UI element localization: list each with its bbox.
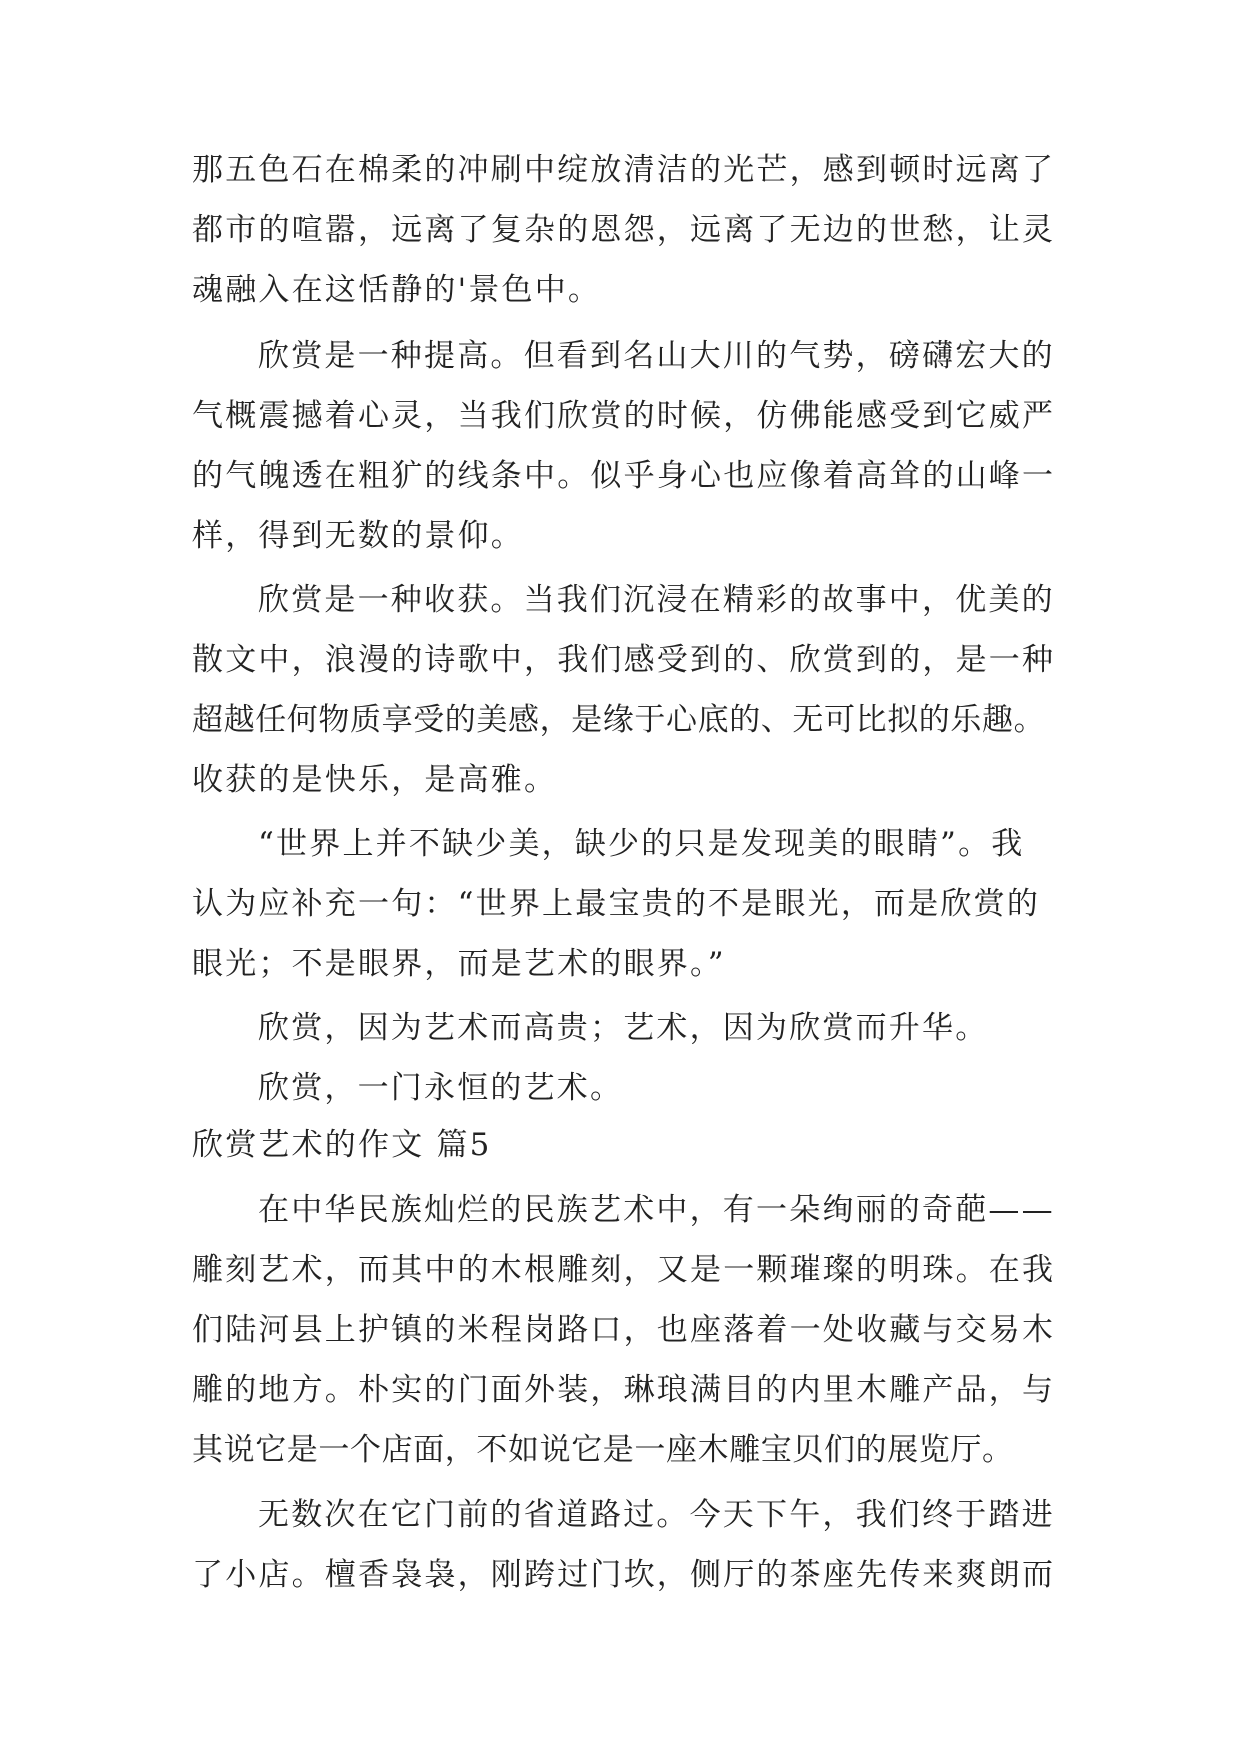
text-line: 气概震撼着心灵，当我们欣赏的时候，仿佛能感受到它威严 <box>192 398 1056 434</box>
text-line: 眼光；不是眼界，而是艺术的眼界。” <box>192 946 726 982</box>
text-line: 那五色石在棉柔的冲刷中绽放清洁的光芒，感到顿时远离了 <box>192 152 1056 188</box>
text-line: 无数次在它门前的省道路过。今天下午，我们终于踏进 <box>258 1497 1055 1533</box>
text-line: 欣赏是一种提高。但看到名山大川的气势，磅礴宏大的 <box>258 338 1055 374</box>
text-line: 在中华民族灿烂的民族艺术中，有一朵绚丽的奇葩—— <box>258 1192 1055 1228</box>
text-line: 欣赏，因为艺术而高贵；艺术，因为欣赏而升华。 <box>258 1010 989 1046</box>
text-line: 收获的是快乐，是高雅。 <box>192 762 558 798</box>
text-line: 其说它是一个店面，不如说它是一座木雕宝贝们的展览厅。 <box>192 1432 1014 1468</box>
text-line: 雕的地方。朴实的门面外装，琳琅满目的内里木雕产品，与 <box>192 1372 1056 1408</box>
text-line: 都市的喧嚣，远离了复杂的恩怨，远离了无边的世愁，让灵 <box>192 212 1056 248</box>
text-line: 雕刻艺术，而其中的木根雕刻，又是一颗璀璨的明珠。在我 <box>192 1252 1056 1288</box>
text-line: 的气魄透在粗犷的线条中。似乎身心也应像着高耸的山峰一 <box>192 458 1056 494</box>
section-heading: 欣赏艺术的作文 篇5 <box>192 1127 492 1163</box>
text-line: 认为应补充一句：“世界上最宝贵的不是眼光，而是欣赏的 <box>192 886 1041 922</box>
text-line: 散文中，浪漫的诗歌中，我们感受到的、欣赏到的，是一种 <box>192 642 1056 678</box>
text-line: 欣赏是一种收获。当我们沉浸在精彩的故事中，优美的 <box>258 582 1055 618</box>
text-line: 魂融入在这恬静的'景色中。 <box>192 272 602 308</box>
text-line: 超越任何物质享受的美感，是缘于心底的、无可比拟的乐趣。 <box>192 702 1046 738</box>
text-line: 样，得到无数的景仰。 <box>192 518 524 554</box>
text-line: 了小店。檀香袅袅，刚跨过门坎，侧厅的茶座先传来爽朗而 <box>192 1557 1056 1593</box>
text-line: “世界上并不缺少美，缺少的只是发现美的眼睛”。我 <box>258 826 1025 862</box>
text-line: 欣赏，一门永恒的艺术。 <box>258 1070 624 1106</box>
text-line: 们陆河县上护镇的米程岗路口，也座落着一处收藏与交易木 <box>192 1312 1056 1348</box>
